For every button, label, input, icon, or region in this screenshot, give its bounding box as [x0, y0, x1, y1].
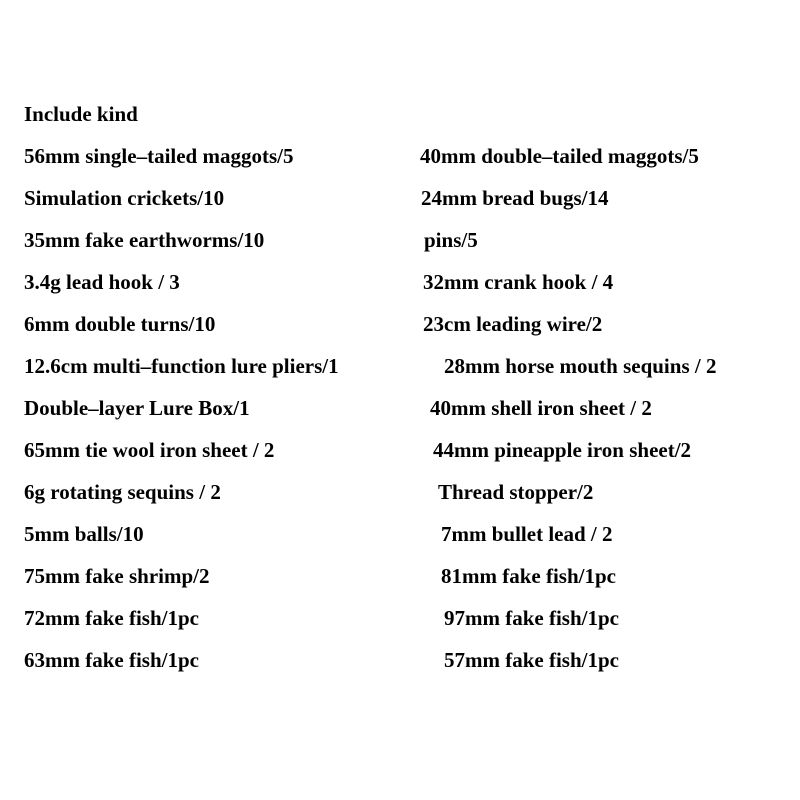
item-right: 40mm shell iron sheet / 2	[430, 396, 652, 420]
item-left: 5mm balls/10	[24, 522, 144, 546]
item-row	[0, 436, 800, 464]
item-left: 12.6cm multi–function lure pliers/1	[24, 354, 339, 378]
item-left: 65mm tie wool iron sheet / 2	[24, 438, 275, 462]
item-left: 63mm fake fish/1pc	[24, 648, 199, 672]
item-left: 35mm fake earthworms/10	[24, 228, 265, 252]
item-right: 44mm pineapple iron sheet/2	[433, 438, 692, 462]
item-row	[0, 310, 800, 338]
item-row	[0, 478, 800, 506]
item-left: Double–layer Lure Box/1	[24, 396, 250, 420]
item-left: 72mm fake fish/1pc	[24, 606, 199, 630]
item-left: 6mm double turns/10	[24, 312, 216, 336]
item-right: 23cm leading wire/2	[423, 312, 603, 336]
item-row	[0, 604, 800, 632]
item-row	[0, 352, 800, 380]
item-row	[0, 184, 800, 212]
item-right: 7mm bullet lead / 2	[441, 522, 613, 546]
item-row	[0, 268, 800, 296]
item-row	[0, 562, 800, 590]
item-right: 40mm double–tailed maggots/5	[420, 144, 699, 168]
item-left: 56mm single–tailed maggots/5	[24, 144, 294, 168]
item-right: 81mm fake fish/1pc	[441, 564, 616, 588]
item-left: 3.4g lead hook / 3	[24, 270, 180, 294]
item-right: pins/5	[424, 228, 478, 252]
item-right: 28mm horse mouth sequins / 2	[444, 354, 717, 378]
include-kind-heading: Include kind	[24, 102, 138, 126]
item-row	[0, 226, 800, 254]
item-left: 75mm fake shrimp/2	[24, 564, 210, 588]
item-left: 6g rotating sequins / 2	[24, 480, 221, 504]
item-right: 57mm fake fish/1pc	[444, 648, 619, 672]
item-right: 97mm fake fish/1pc	[444, 606, 619, 630]
item-left: Simulation crickets/10	[24, 186, 225, 210]
item-row	[0, 394, 800, 422]
item-row	[0, 520, 800, 548]
item-right: Thread stopper/2	[438, 480, 594, 504]
item-row	[0, 646, 800, 674]
item-row	[0, 142, 800, 170]
item-right: 24mm bread bugs/14	[421, 186, 609, 210]
item-right: 32mm crank hook / 4	[423, 270, 614, 294]
